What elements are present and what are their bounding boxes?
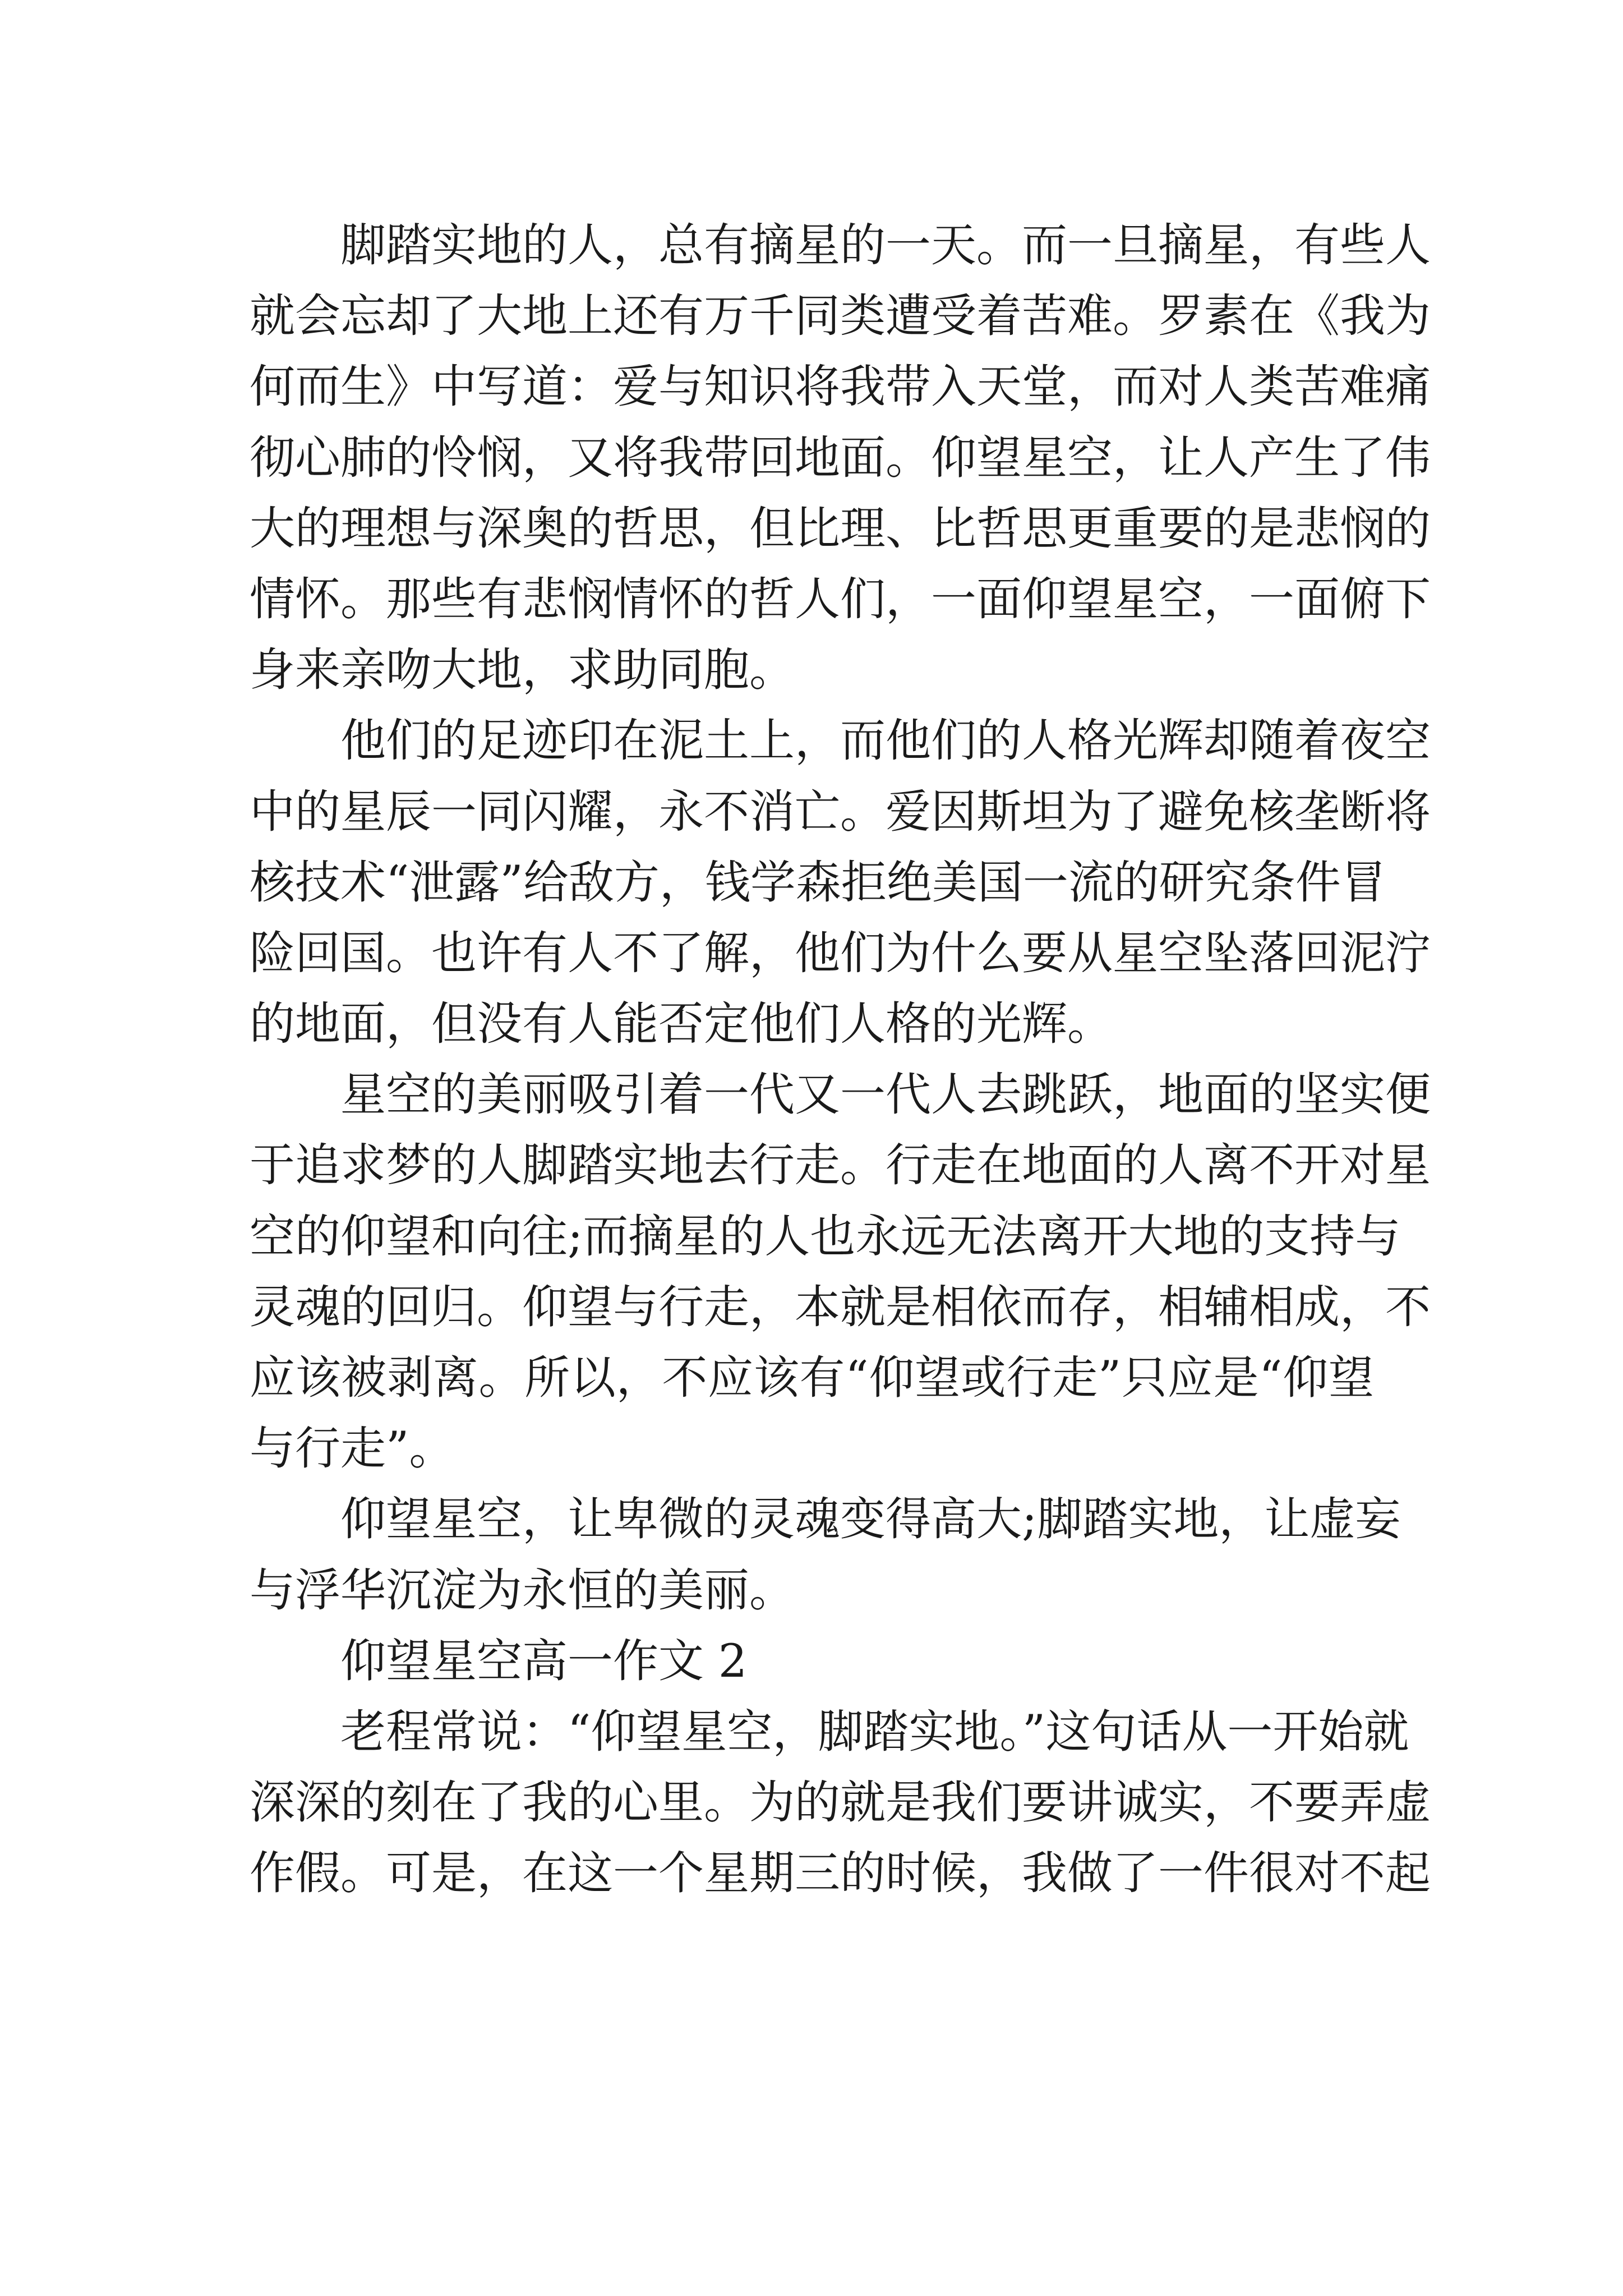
- text-line: 彻心肺的怜悯，又将我带回地面。仰望星空，让人产生了伟: [250, 431, 1431, 485]
- text-line: 大的理想与深奥的哲思，但比理、比哲思更重要的是悲悯的: [250, 502, 1431, 555]
- text-line: 与浮华沉淀为永恒的美丽。: [250, 1564, 795, 1617]
- text-line: 就会忘却了大地上还有万千同类遭受着苦难。罗素在《我为: [250, 290, 1431, 343]
- paragraph: [250, 210, 1431, 706]
- text-line: 的地面，但没有人能否定他们人格的光辉。: [250, 998, 1113, 1051]
- heading-text: 仰望星空高一作文 2: [340, 1635, 748, 1688]
- text-line: 老程常说：“仰望星空，脚踏实地。”这句话从一开始就: [340, 1705, 1409, 1759]
- text-line: 险回国。也许有人不了解，他们为什么要从星空坠落回泥泞: [250, 927, 1431, 980]
- text-line: 应该被剥离。所以，不应该有“仰望或行走”只应是“仰望: [250, 1352, 1374, 1405]
- text-line: 中的星辰一同闪耀，永不消亡。爱因斯坦为了避免核垄断将: [250, 785, 1431, 839]
- text-line: 仰望星空，让卑微的灵魂变得高大;脚踏实地，让虚妄: [340, 1493, 1401, 1547]
- text-line: 他们的足迹印在泥土上，而他们的人格光辉却随着夜空: [340, 715, 1431, 768]
- text-line: 情怀。那些有悲悯情怀的哲人们，一面仰望星空，一面俯下: [250, 573, 1431, 626]
- text-line: 空的仰望和向往;而摘星的人也永远无法离开大地的支持与: [250, 1210, 1401, 1263]
- paragraph: [250, 1697, 1431, 1910]
- text-line: 脚踏实地的人，总有摘星的一天。而一旦摘星，有些人: [340, 219, 1431, 272]
- text-line: 身来亲吻大地，求助同胞。: [250, 644, 795, 697]
- text-line: 深深的刻在了我的心里。为的就是我们要讲诚实，不要弄虚: [250, 1777, 1431, 1830]
- text-line: 灵魂的回归。仰望与行走，本就是相依而存，相辅相成，不: [250, 1281, 1431, 1334]
- text-line: 作假。可是，在这一个星期三的时候，我做了一件很对不起: [250, 1847, 1431, 1901]
- paragraph: [250, 706, 1431, 1060]
- text-line: 核技术“泄露”给敌方，钱学森拒绝美国一流的研究条件冒: [250, 856, 1386, 909]
- text-line: 星空的美丽吸引着一代又一代人去跳跃，地面的坚实便: [340, 1069, 1431, 1122]
- text-line: 与行走”。: [250, 1423, 455, 1476]
- section-heading: [250, 1626, 1374, 1697]
- document-body: [250, 210, 1431, 1910]
- text-line: 何而生》中写道：爱与知识将我带入天堂，而对人类苦难痛: [250, 361, 1431, 414]
- paragraph: [250, 1484, 1401, 1626]
- paragraph: [250, 1060, 1431, 1484]
- text-line: 于追求梦的人脚踏实地去行走。行走在地面的人离不开对星: [250, 1139, 1431, 1193]
